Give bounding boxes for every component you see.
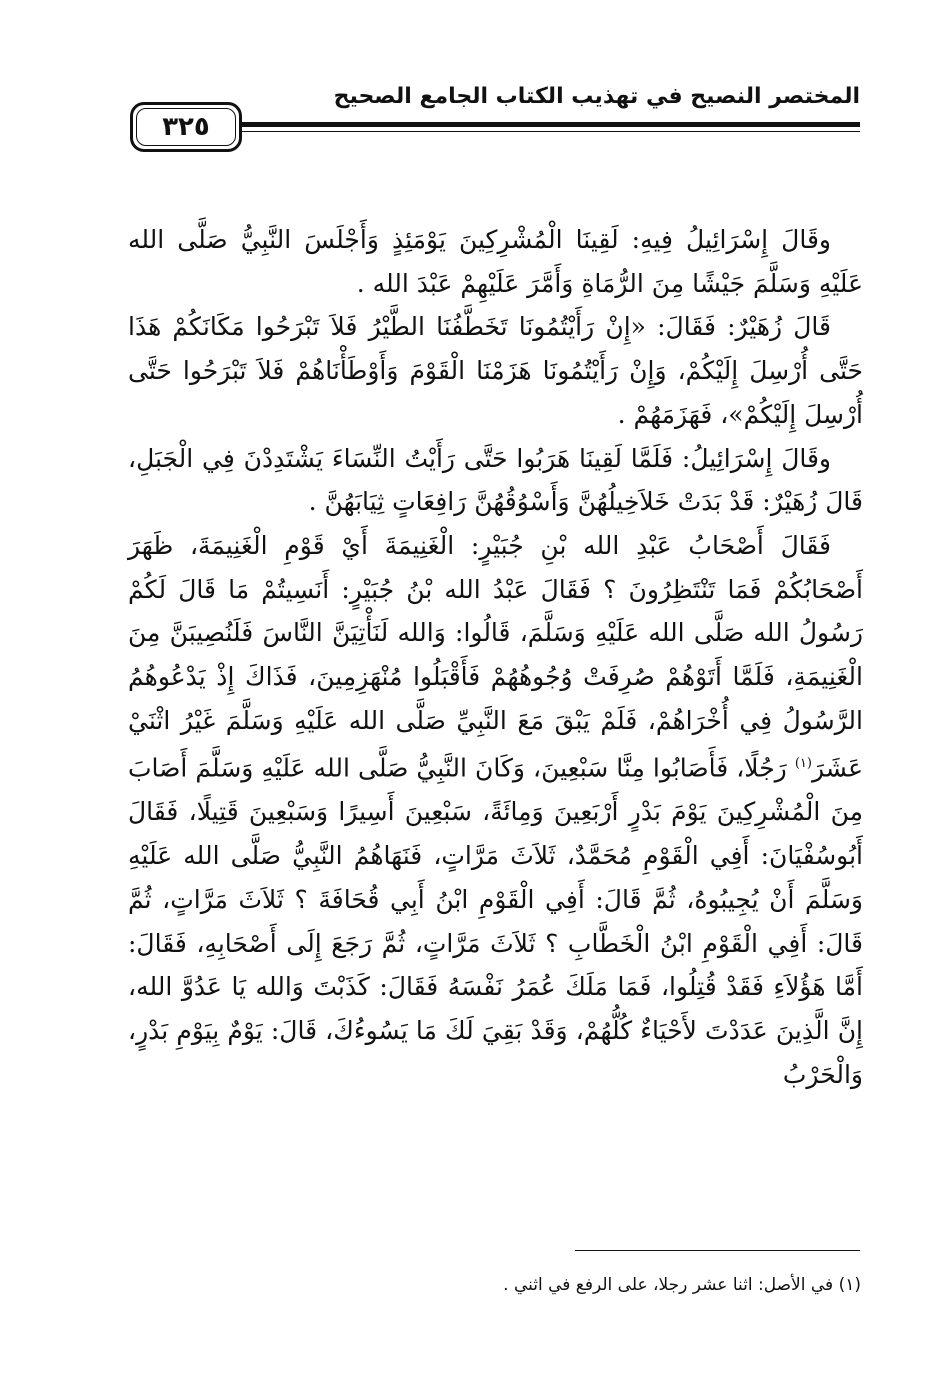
footnote-separator <box>575 1250 860 1251</box>
footnote-marker: (١) <box>794 756 812 772</box>
footnote: (١) في الأصل: اثنا عشر رجلا، على الرفع في اثني . <box>503 1275 861 1295</box>
running-title: المختصر النصيح في تهذيب الكتاب الجامع الصحيح <box>333 84 860 109</box>
header-rule-thick <box>240 122 860 127</box>
paragraph-4 <box>128 524 863 1096</box>
body-text <box>128 218 863 1096</box>
header-rule-thin <box>240 131 860 132</box>
paragraph-4-part-1: فَقَالَ أَصْحَابُ عَبْدِ الله بْنِ جُبَيْرٍ: الْغَنِيمَةَ أَيْ قَوْمِ الْغَنِيمَةَ، ظَهَرَ أَصْحَابُكُمْ فَمَا تَنْتَظِرُونَ ؟ فَقَالَ عَبْدُ الله بْنُ جُبَيْرٍ: أَنَسِيتُمْ مَا قَالَ لَكُمْ رَسُولُ الله صَلَّى الله عَلَيْهِ وَسَلَّمَ، قَالُوا: وَالله لَنَأْتِيَنَّ النَّاسَ فَلَنُصِيبَنَّ مِنَ الْغَنِيمَةِ، فَلَمَّا أَتَوْهُمْ صُرِفَتْ وُجُوهُهُمْ فَأَقْبَلُوا مُنْهَزِمِينَ، فَذَاكَ إِذْ يَدْعُوهُمُ الرَّسُولُ فِي أُخْرَاهُمْ، فَلَمْ يَبْقَ مَعَ النَّبِيِّ صَلَّى الله عَلَيْهِ وَسَلَّمَ غَيْرُ اثْنَيْ عَشَرَ <box>128 530 863 783</box>
paragraph-1: وقَالَ إِسْرَائِيلُ فِيهِ: لَقِينَا الْمُشْرِكِينَ يَوْمَئِذٍ وَأَجْلَسَ النَّبِيُّ صَلَّى الله عَلَيْهِ وَسَلَّمَ جَيْشًا مِنَ الرُّمَاةِ وَأَمَّرَ عَلَيْهِمْ عَبْدَ الله . <box>128 225 863 298</box>
page-number: ٣٢٥ <box>162 112 210 142</box>
paragraph-2: قَالَ زُهَيْرٌ: فَقَالَ: «إِنْ رَأَيْتُمُونَا تَخَطَّفُنَا الطَّيْرُ فَلاَ تَبْرَحُوا مَكَانَكُمْ هَذَا حَتَّى أُرْسِلَ إِلَيْكُمْ، وَإِنْ رَأَيْتُمُونَا هَزَمْنَا الْقَوْمَ وَأَوْطَأْنَاهُمْ فَلاَ تَبْرَحُوا حَتَّى أُرْسِلَ إِلَيْكُمْ»، فَهَزَمَهُمْ . <box>128 312 863 429</box>
paragraph-4-part-2: رَجُلًا، فَأَصَابُوا مِنَّا سَبْعِينَ، وَكَانَ النَّبِيُّ صَلَّى الله عَلَيْهِ وَسَلَّمَ أَصَابَ مِنَ الْمُشْرِكِينَ يَوْمَ بَدْرٍ أَرْبَعِينَ وَمِائَةً، سَبْعِينَ أَسِيرًا وَسَبْعِينَ قَتِيلًا، فَقَالَ أَبُوسُفْيَانَ: أَفِي الْقَوْمِ مُحَمَّدٌ، ثَلاَثَ مَرَّاتٍ، فَنَهَاهُمُ النَّبِيُّ صَلَّى الله عَلَيْهِ وَسَلَّمَ أَنْ يُجِيبُوهُ، ثُمَّ قَالَ: أَفِي الْقَوْمِ ابْنُ أَبِي قُحَافَةَ ؟ ثَلاَثَ مَرَّاتٍ، ثُمَّ قَالَ: أَفِي الْقَوْمِ ابْنُ الْخَطَّابِ ؟ ثَلاَثَ مَرَّاتٍ، ثُمَّ رَجَعَ إِلَى أَصْحَابِهِ، فَقَالَ: أَمَّا هَؤُلاَءِ فَقَدْ قُتِلُوا، فَمَا مَلَكَ عُمَرُ نَفْسَهُ فَقَالَ: كَذَبْتَ وَالله يَا عَدُوَّ الله، إِنَّ الَّذِينَ عَدَدْتَ لأَحْيَاءٌ كُلُّهُمْ، وَقَدْ بَقِيَ لَكَ مَا يَسُوءُكَ، قَالَ: يَوْمٌ بِيَوْمِ بَدْرٍ، وَالْحَرْبُ <box>128 753 863 1089</box>
page-header <box>130 84 860 164</box>
paragraph-3: وقَالَ إِسْرَائِيلُ: فَلَمَّا لَقِينَا هَرَبُوا حَتَّى رَأَيْتُ النِّسَاءَ يَشْتَدِدْنَ فِي الْجَبَلِ، قَالَ زُهَيْرٌ: قَدْ بَدَتْ خَلاَخِيلُهُنَّ وَأَسْوُقُهُنَّ رَافِعَاتٍ ثِيَابَهُنَّ . <box>128 443 863 517</box>
page-number-frame <box>130 102 242 152</box>
